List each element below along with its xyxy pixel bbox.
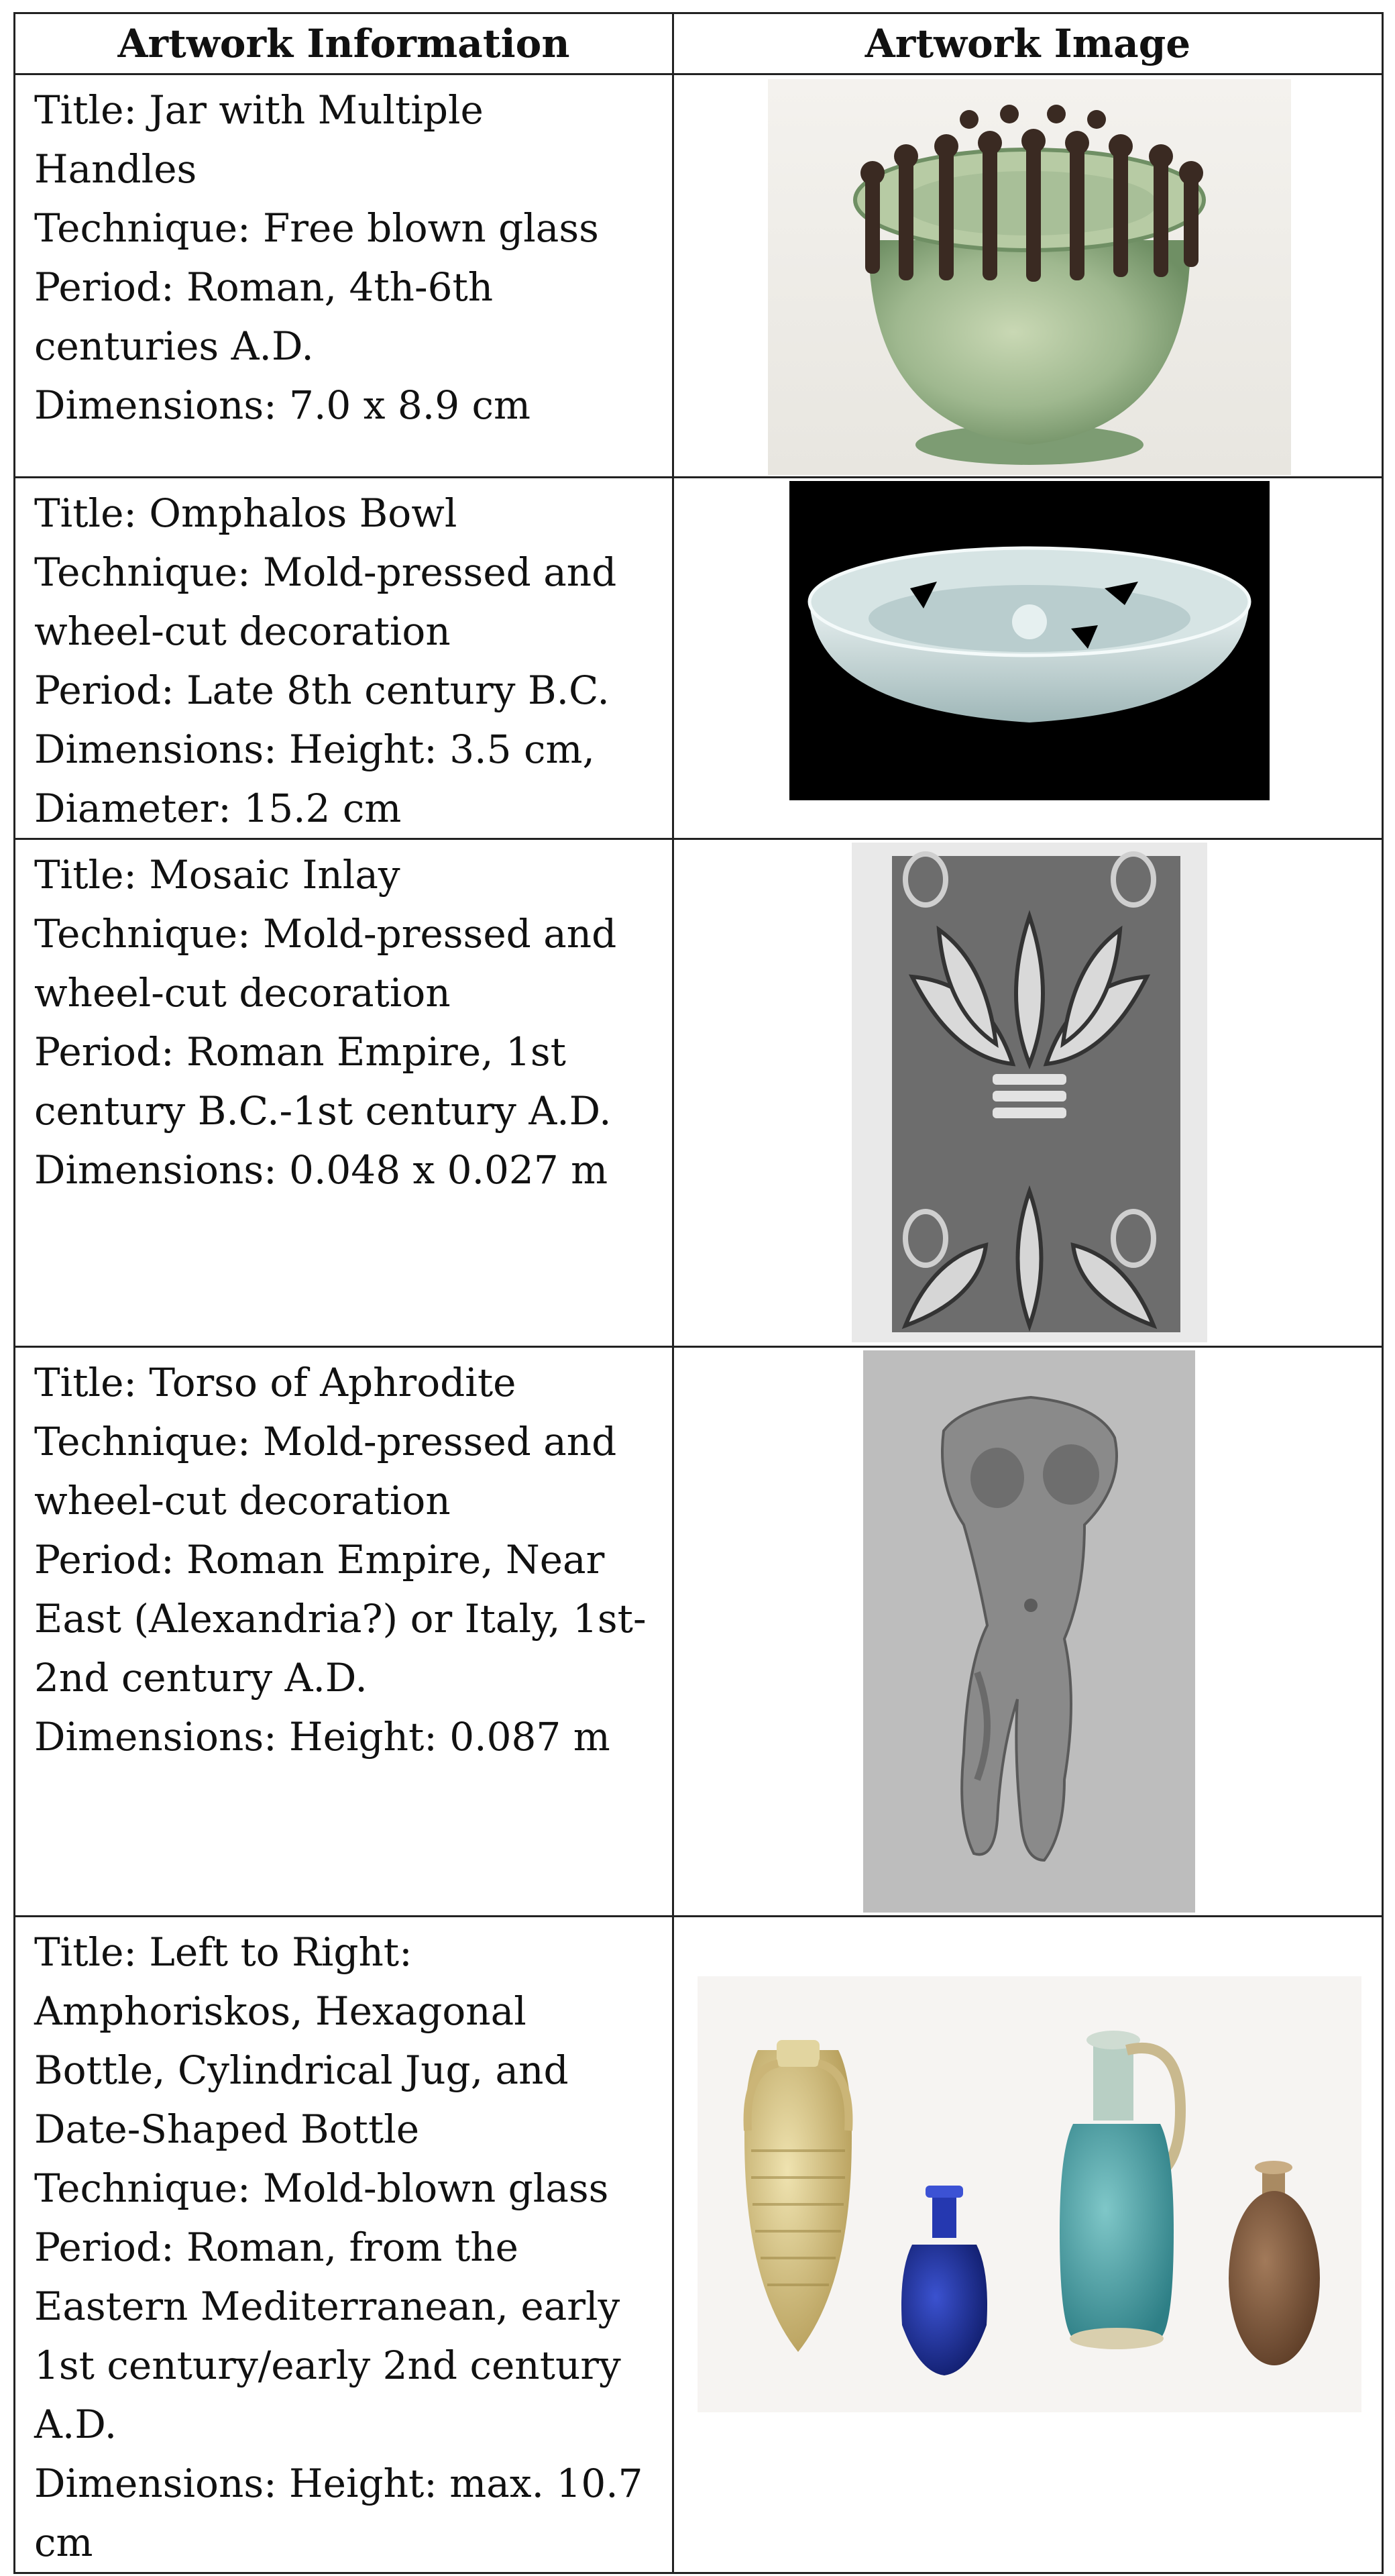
artwork-period: Period: Late 8th century B.C. [34,667,610,713]
mosaic-image [852,843,1207,1342]
header-artwork-information: Artwork Information [15,13,673,74]
artwork-info-cell [15,1917,673,2573]
artwork-title: Title: Omphalos Bowl [34,490,457,536]
artwork-technique: Technique: Mold-pressed and wheel-cut decoration [34,911,617,1016]
artwork-period: Period: Roman, 4th-6th centuries A.D. [34,264,494,369]
artwork-image-cell [673,74,1383,478]
bowl-image [789,481,1270,800]
artwork-image-cell [673,1917,1383,2573]
artwork-dimensions: Dimensions: 0.048 x 0.027 m [34,1147,608,1193]
artwork-info-cell [15,839,673,1347]
table-row [15,74,1383,478]
artwork-period: Period: Roman, from the Eastern Mediterranean, early 1st century/early 2nd century A.D. [34,2224,621,2447]
table-row [15,478,1383,839]
artwork-image-cell [673,478,1383,839]
vessels-image [698,1976,1361,2412]
table-row [15,1347,1383,1917]
artwork-technique: Technique: Mold-pressed and wheel-cut decoration [34,1419,617,1523]
jar-image [768,79,1291,475]
artwork-image-cell [673,1347,1383,1917]
table-row [15,839,1383,1347]
artwork-technique: Technique: Mold-blown glass [34,2165,609,2211]
artwork-technique: Technique: Mold-pressed and wheel-cut decoration [34,549,617,654]
artwork-table [13,12,1384,2574]
artwork-title: Title: Left to Right: Amphoriskos, Hexagonal Bottle, Cylindrical Jug, and Date-Shaped Bottle [34,1929,569,2152]
artwork-info-cell [15,478,673,839]
artwork-title: Title: Mosaic Inlay [34,852,400,898]
artwork-period: Period: Roman Empire, 1st century B.C.-1st century A.D. [34,1029,612,1134]
artwork-dimensions: Dimensions: Height: 3.5 cm, Diameter: 15.2 cm [34,727,595,831]
artwork-period: Period: Roman Empire, Near East (Alexandria?) or Italy, 1st-2nd century A.D. [34,1537,647,1701]
artwork-dimensions: Dimensions: 7.0 x 8.9 cm [34,382,531,428]
artwork-info-cell [15,1347,673,1917]
artwork-dimensions: Dimensions: Height: 0.087 m [34,1714,610,1760]
table-row [15,1917,1383,2573]
header-row [15,13,1383,74]
artwork-technique: Technique: Free blown glass [34,205,599,251]
artwork-dimensions: Dimensions: Height: max. 10.7 cm [34,2461,643,2565]
artwork-title: Title: Torso of Aphrodite [34,1360,516,1405]
artwork-info-cell [15,74,673,478]
artwork-image-cell [673,839,1383,1347]
artwork-title: Title: Jar with Multiple Handles [34,87,484,192]
header-artwork-image: Artwork Image [673,13,1383,74]
torso-image [863,1350,1195,1913]
